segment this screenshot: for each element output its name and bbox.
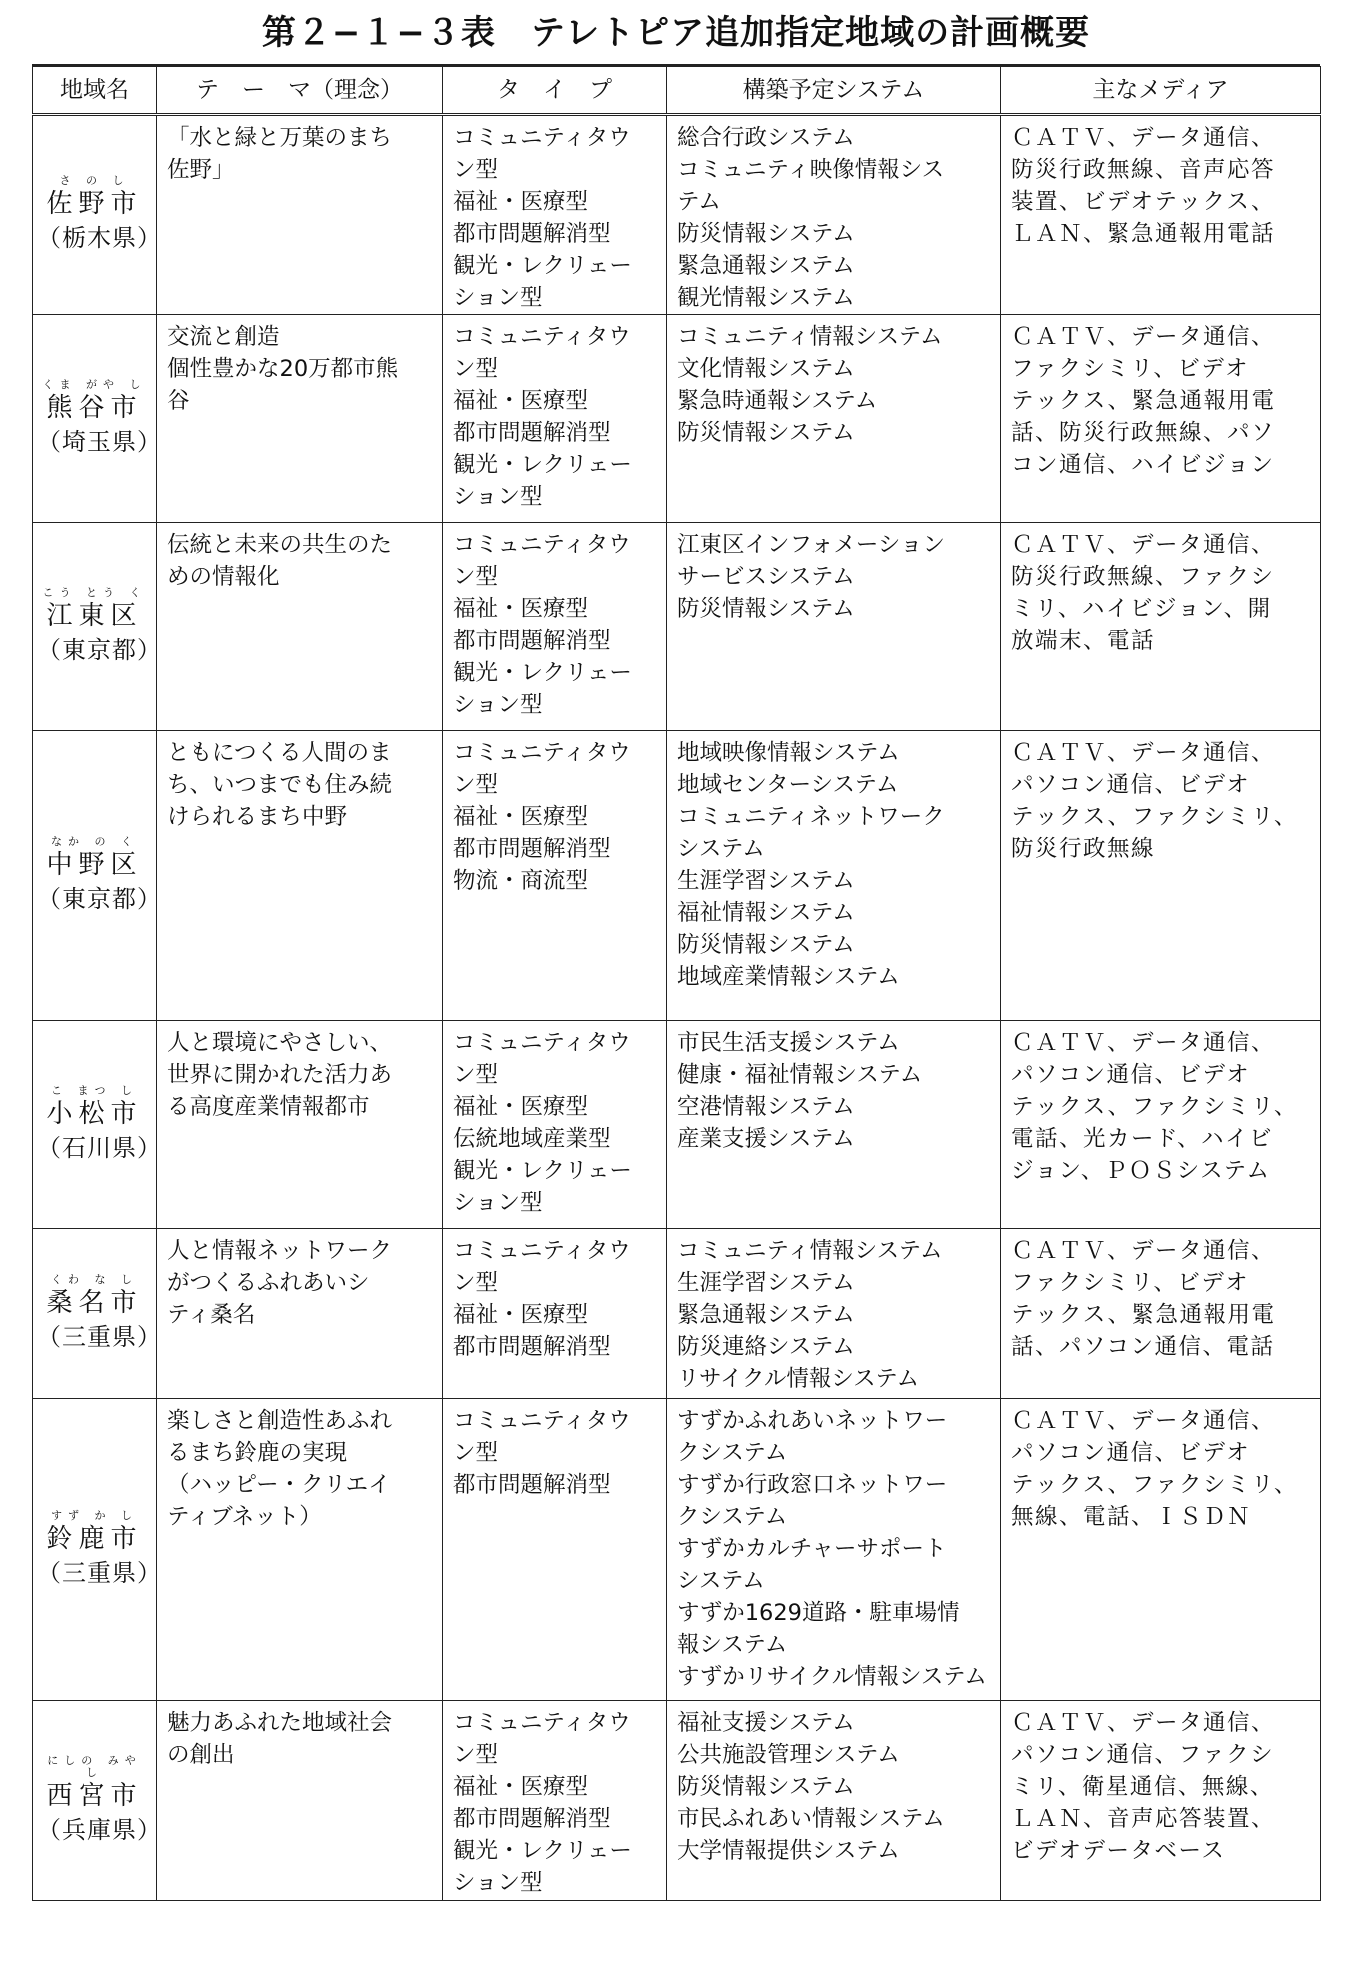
media-line: ＣＡＴＶ、データ通信、 (1011, 740, 1276, 766)
region-prefecture: （三重県） (37, 1322, 162, 1351)
system-line: 生涯学習システム (677, 868, 855, 894)
system-line: すずか行政窓口ネットワー (677, 1472, 948, 1498)
header-media: 主なメディア (1001, 67, 1321, 115)
media-cell (1001, 731, 1321, 1021)
type-cell (443, 1399, 667, 1701)
region-prefecture: （兵庫県） (37, 1815, 162, 1844)
media-line: ＬＡＮ、緊急通報用電話 (1011, 221, 1276, 247)
type-line: 都市問題解消型 (453, 628, 611, 654)
system-cell (667, 523, 1001, 731)
header-type: タ イ プ (443, 67, 667, 115)
type-line: 都市問題解消型 (453, 221, 611, 247)
system-line: 健康・福祉情報システム (677, 1062, 923, 1088)
system-line: 産業支援システム (677, 1126, 855, 1152)
table-row (33, 1021, 1321, 1229)
region-city: 熊谷市 (46, 392, 143, 423)
type-line: ン型 (453, 1742, 499, 1768)
theme-line: の創出 (167, 1742, 235, 1768)
system-line: コミュニティ情報システム (677, 324, 943, 350)
theme-line: 佐野」 (167, 157, 235, 183)
theme-line: 「水と緑と万葉のまち (167, 125, 393, 151)
plan-table (32, 66, 1321, 1901)
theme-line: 魅力あふれた地域社会 (167, 1710, 393, 1736)
media-line: 放端末、電話 (1011, 628, 1156, 654)
type-cell (443, 1229, 667, 1399)
system-line: 市民ふれあい情報システム (677, 1806, 945, 1832)
theme-line: ともにつくる人間のま (167, 740, 392, 766)
type-line: 観光・レクリェー (453, 1838, 632, 1864)
system-cell (667, 315, 1001, 523)
system-line: すずかふれあいネットワー (677, 1408, 948, 1434)
type-line: 福祉・医療型 (453, 1302, 589, 1328)
type-line: コミュニティタウ (453, 324, 631, 350)
table-header-row (33, 67, 1321, 115)
media-line: ＣＡＴＶ、データ通信、 (1011, 1030, 1276, 1056)
media-cell (1001, 1701, 1321, 1901)
region-cell (33, 1229, 162, 1399)
media-line: ＣＡＴＶ、データ通信、 (1011, 532, 1276, 558)
type-line: コミュニティタウ (453, 1408, 631, 1434)
media-line: テックス、緊急通報用電 (1011, 1302, 1276, 1328)
media-line: テックス、ファクシミリ、 (1011, 804, 1298, 830)
type-line: 観光・レクリェー (453, 253, 632, 279)
media-line: 電話、光カード、ハイビ (1011, 1126, 1273, 1152)
system-line: テム (677, 189, 721, 215)
media-cell (1001, 1399, 1321, 1701)
header-theme: テ ー マ（理念） (157, 67, 443, 115)
media-line: テックス、緊急通報用電 (1011, 388, 1276, 414)
type-line: ション型 (453, 1190, 543, 1216)
region-cell (33, 1021, 162, 1229)
system-cell (667, 1021, 1001, 1229)
media-line: 防災行政無線 (1011, 836, 1156, 862)
type-line: ン型 (453, 1270, 499, 1296)
system-line: 空港情報システム (677, 1094, 855, 1120)
table-row (33, 523, 1321, 731)
header-system: 構築予定システム (667, 67, 1001, 115)
system-line: 緊急通報システム (677, 253, 855, 279)
system-line: すずかリサイクル情報システム (677, 1664, 987, 1690)
theme-cell (157, 115, 443, 315)
theme-cell (157, 1701, 443, 1901)
type-cell (443, 115, 667, 315)
theme-line: （ハッピー・クリエイ (167, 1472, 391, 1498)
type-line: 都市問題解消型 (453, 836, 611, 862)
region-ruby: こ まつ し (51, 1083, 138, 1097)
type-line: ン型 (453, 356, 499, 382)
type-line: ション型 (453, 692, 543, 718)
system-line: 防災情報システム (677, 420, 855, 446)
page-title: 第２−１−３表 テレトピア追加指定地域の計画概要 (261, 13, 1091, 53)
system-line: 総合行政システム (677, 125, 855, 151)
system-line: 防災情報システム (677, 596, 855, 622)
region-ruby: なか の く (51, 834, 138, 848)
type-cell (443, 1021, 667, 1229)
table-row (33, 1701, 1321, 1901)
theme-line: ち、いつまでも住み続 (167, 772, 393, 798)
theme-line: 伝統と未来の共生のた (167, 532, 393, 558)
system-line: 文化情報システム (677, 356, 855, 382)
region-cell (33, 315, 162, 523)
system-line: 防災情報システム (677, 1774, 855, 1800)
theme-line: 楽しさと創造性あふれ (167, 1408, 393, 1434)
region-city: 江東区 (46, 600, 143, 631)
system-line: 緊急時通報システム (677, 388, 878, 414)
media-line: 話、パソコン通信、電話 (1011, 1334, 1275, 1360)
table-row (33, 1229, 1321, 1399)
type-cell (443, 731, 667, 1021)
type-line: ン型 (453, 772, 499, 798)
system-line: 防災情報システム (677, 221, 855, 247)
media-cell (1001, 1021, 1321, 1229)
region-city: 西宮市 (46, 1780, 143, 1811)
type-line: 福祉・医療型 (453, 1094, 589, 1120)
region-cell (33, 523, 162, 731)
media-line: ファクシミリ、ビデオ (1011, 356, 1249, 382)
media-line: ＣＡＴＶ、データ通信、 (1011, 1238, 1276, 1264)
theme-line: めの情報化 (167, 564, 280, 590)
media-line: パソコン通信、ファクシ (1011, 1742, 1275, 1768)
type-line: 観光・レクリェー (453, 452, 632, 478)
type-line: 観光・レクリェー (453, 1158, 632, 1184)
type-line: 福祉・医療型 (453, 189, 589, 215)
system-line: 防災情報システム (677, 932, 855, 958)
media-line: ＣＡＴＶ、データ通信、 (1011, 324, 1276, 350)
region-prefecture: （栃木県） (37, 224, 162, 252)
table-row (33, 731, 1321, 1021)
theme-cell (157, 1399, 443, 1701)
type-line: ン型 (453, 1440, 499, 1466)
media-line: ＣＡＴＶ、データ通信、 (1011, 1408, 1276, 1434)
system-line: 江東区インフォメーション (677, 532, 945, 558)
theme-line: 人と情報ネットワーク (167, 1238, 393, 1264)
system-line: 報システム (677, 1632, 788, 1658)
system-line: リサイクル情報システム (677, 1366, 920, 1392)
region-cell (33, 731, 162, 1021)
system-line: システム (677, 836, 765, 862)
system-line: 福祉情報システム (677, 900, 855, 926)
theme-line: る高度産業情報都市 (167, 1094, 370, 1120)
type-line: 福祉・医療型 (453, 1774, 589, 1800)
type-line: ン型 (453, 1062, 499, 1088)
table-row (33, 1399, 1321, 1701)
region-prefecture: （東京都） (37, 635, 162, 664)
media-line: ジョン、ＰＯＳシステム (1011, 1158, 1271, 1184)
media-line: 装置、ビデオテックス、 (1011, 189, 1276, 215)
media-line: 無線、電話、ＩＳＤＮ (1011, 1504, 1252, 1530)
region-prefecture: （東京都） (37, 884, 162, 913)
system-line: 地域産業情報システム (677, 964, 900, 990)
type-cell (443, 523, 667, 731)
region-city: 小松市 (46, 1098, 143, 1129)
table-row (33, 115, 1321, 315)
system-line: コミュニティネットワーク (677, 804, 945, 830)
type-line: コミュニティタウ (453, 1030, 631, 1056)
media-line: パソコン通信、ビデオ (1011, 1062, 1251, 1088)
type-line: ション型 (453, 484, 543, 510)
region-ruby: くわ な し (51, 1272, 138, 1286)
system-line: クシステム (677, 1504, 788, 1530)
region-prefecture: （石川県） (37, 1133, 162, 1162)
type-line: コミュニティタウ (453, 1238, 631, 1264)
theme-cell (157, 1021, 443, 1229)
theme-line: けられるまち中野 (167, 804, 348, 830)
theme-cell (157, 1229, 443, 1399)
type-line: 福祉・医療型 (453, 804, 589, 830)
system-cell (667, 1399, 1001, 1701)
region-city: 鈴鹿市 (46, 1523, 143, 1554)
system-line: 生涯学習システム (677, 1270, 855, 1296)
theme-line: 谷 (167, 388, 190, 414)
region-ruby: くま がや し (42, 377, 147, 391)
type-line: コミュニティタウ (453, 532, 631, 558)
theme-line: 交流と創造 (167, 324, 280, 350)
type-line: 福祉・医療型 (453, 388, 589, 414)
region-ruby: すず か し (50, 1508, 139, 1522)
system-line: 公共施設管理システム (677, 1742, 900, 1768)
system-line: 観光情報システム (677, 285, 855, 311)
media-line: ＣＡＴＶ、データ通信、 (1011, 125, 1276, 151)
media-line: パソコン通信、ビデオ (1011, 772, 1251, 798)
media-line: テックス、ファクシミリ、 (1011, 1094, 1298, 1120)
theme-line: 個性豊かな20万都市熊 (167, 356, 399, 382)
system-line: 地域映像情報システム (677, 740, 900, 766)
table-body (33, 115, 1321, 1901)
system-line: コミュニティ映像情報シス (677, 157, 945, 183)
type-line: 福祉・医療型 (453, 596, 589, 622)
system-line: 地域センターシステム (677, 772, 899, 798)
type-line: 観光・レクリェー (453, 660, 632, 686)
type-line: コミュニティタウ (453, 1710, 631, 1736)
media-line: テックス、ファクシミリ、 (1011, 1472, 1298, 1498)
theme-cell (157, 731, 443, 1021)
system-line: システム (677, 1568, 765, 1594)
media-line: ミリ、衛星通信、無線、 (1011, 1774, 1274, 1800)
type-cell (443, 1701, 667, 1901)
region-ruby: にしの みや し (47, 1753, 142, 1779)
region-prefecture: （三重県） (37, 1558, 162, 1587)
system-line: コミュニティ情報システム (677, 1238, 943, 1264)
media-line: ＬＡＮ、音声応答装置、 (1011, 1806, 1276, 1832)
media-line: ファクシミリ、ビデオ (1011, 1270, 1249, 1296)
system-line: 防災連絡システム (677, 1334, 855, 1360)
system-line: 福祉支援システム (677, 1710, 855, 1736)
media-line: コン通信、ハイビジョン (1011, 452, 1275, 478)
system-cell (667, 731, 1001, 1021)
theme-cell (157, 315, 443, 523)
type-line: ション型 (453, 285, 543, 311)
region-city: 佐野市 (46, 189, 143, 219)
media-line: ビデオデータベース (1011, 1838, 1226, 1864)
system-line: 市民生活支援システム (677, 1030, 900, 1056)
region-prefecture: （埼玉県） (37, 427, 162, 456)
type-line: ン型 (453, 157, 499, 183)
media-line: パソコン通信、ビデオ (1011, 1440, 1251, 1466)
media-cell (1001, 1229, 1321, 1399)
region-cell (33, 115, 162, 315)
media-cell (1001, 315, 1321, 523)
theme-line: るまち鈴鹿の実現 (167, 1440, 348, 1466)
theme-line: 人と環境にやさしい、 (167, 1030, 393, 1056)
system-line: すずか1629道路・駐車場情 (677, 1600, 960, 1626)
type-line: ション型 (453, 1870, 543, 1896)
system-line: 大学情報提供システム (677, 1838, 900, 1864)
media-line: ＣＡＴＶ、データ通信、 (1011, 1710, 1276, 1736)
theme-cell (157, 523, 443, 731)
theme-line: ティブネット） (167, 1504, 322, 1530)
type-line: 都市問題解消型 (453, 1472, 611, 1498)
media-line: ミリ、ハイビジョン、開 (1011, 596, 1272, 622)
type-line: 都市問題解消型 (453, 1334, 611, 1360)
type-cell (443, 315, 667, 523)
theme-line: がつくるふれあいシ (167, 1270, 370, 1296)
system-line: すずかカルチャーサポート (677, 1536, 947, 1562)
system-cell (667, 1701, 1001, 1901)
theme-line: 世界に開かれた活力あ (167, 1062, 393, 1088)
system-line: サービスシステム (677, 564, 855, 590)
type-line: コミュニティタウ (453, 125, 631, 151)
media-line: 話、防災行政無線、パソ (1011, 420, 1276, 446)
theme-line: ティ桑名 (167, 1302, 256, 1328)
media-cell (1001, 115, 1321, 315)
media-line: 防災行政無線、音声応答 (1011, 157, 1276, 183)
region-cell (33, 1701, 162, 1901)
region-cell (33, 1399, 162, 1701)
header-region: 地域名 (33, 67, 157, 115)
type-line: ン型 (453, 564, 499, 590)
type-line: 物流・商流型 (453, 868, 589, 894)
type-line: 都市問題解消型 (453, 420, 611, 446)
system-cell (667, 1229, 1001, 1399)
type-line: 伝統地域産業型 (453, 1126, 611, 1152)
system-line: 緊急通報システム (677, 1302, 855, 1328)
table-row (33, 315, 1321, 523)
media-cell (1001, 523, 1321, 731)
system-line: クシステム (677, 1440, 788, 1466)
type-line: コミュニティタウ (453, 740, 631, 766)
media-line: 防災行政無線、ファクシ (1011, 564, 1275, 590)
region-city: 中野区 (46, 849, 143, 880)
region-city: 桑名市 (46, 1287, 143, 1318)
region-ruby: こう とう く (42, 585, 147, 599)
region-ruby: さ の し (59, 174, 130, 187)
type-line: 都市問題解消型 (453, 1806, 611, 1832)
system-cell (667, 115, 1001, 315)
